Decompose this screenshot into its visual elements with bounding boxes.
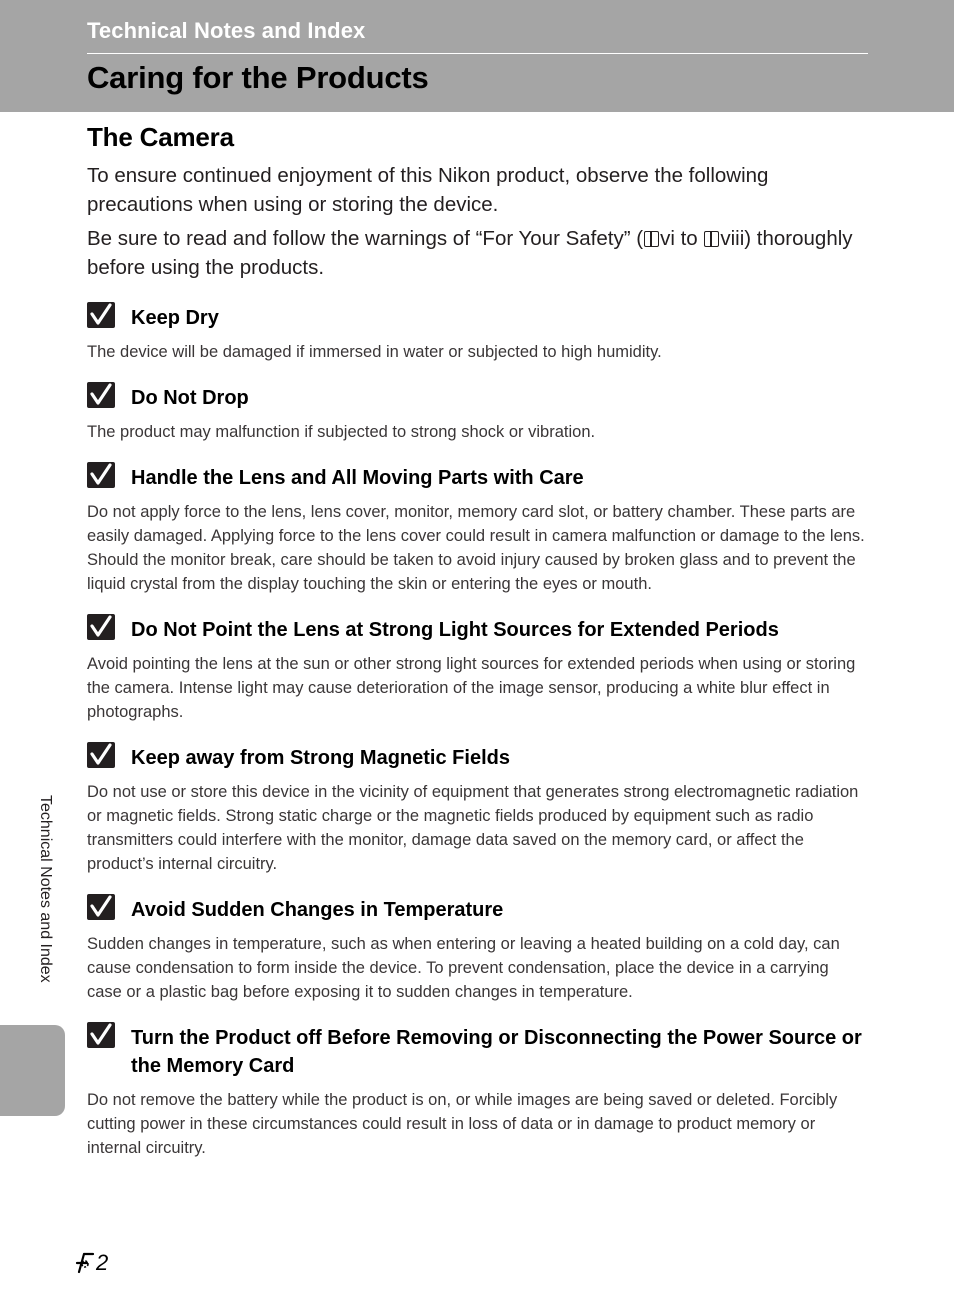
side-tab — [0, 1025, 65, 1116]
caution-header — [87, 1020, 868, 1080]
intro-paragraph: To ensure continued enjoyment of this Nikon product, observe the following precautions when using or storing the device. — [87, 164, 769, 216]
caution-header — [87, 892, 868, 924]
check-box-icon — [87, 742, 115, 768]
caution-section — [87, 380, 868, 444]
caution-header — [87, 380, 868, 412]
check-box-icon — [87, 614, 115, 640]
caution-title: Keep Dry — [131, 307, 219, 329]
caution-header — [87, 460, 868, 492]
check-box-icon — [87, 302, 115, 328]
caution-body: Do not remove the battery while the product is on, or while images are being saved or deleted. Forcibly cutting power in these circumstances could result in loss of data or in damage to product memory or internal circuitry. — [87, 1091, 838, 1157]
page-title: Caring for the Products — [87, 60, 429, 95]
check-box-icon — [87, 894, 115, 920]
check-box-icon — [87, 382, 115, 408]
intro-text-3: viii) thoroughly before using the products. — [87, 227, 853, 279]
intro-text-2: vi to — [660, 227, 704, 250]
side-section-label: Technical Notes and Index — [37, 795, 54, 983]
intro-text-1: Be sure to read and follow the warnings of “For Your Safety” ( — [87, 227, 644, 250]
page-header — [0, 0, 954, 112]
caution-header — [87, 740, 868, 772]
caution-section — [87, 1020, 868, 1160]
page-number — [74, 1250, 108, 1276]
technical-notes-symbol-icon — [74, 1250, 96, 1276]
caution-section — [87, 612, 868, 724]
caution-body: Do not use or store this device in the vicinity of equipment that generates strong electromagnetic radiation or magnetic fields. Strong static charge or the magnetic fields produced by equipment such as radio transmitters could interfere with the monitor, damage data saved on the memory card, or affect the product’s internal circuitry. — [87, 783, 859, 873]
main-content — [87, 122, 868, 1160]
check-box-icon — [87, 462, 115, 488]
caution-title: Handle the Lens and All Moving Parts with Care — [131, 467, 584, 489]
caution-header — [87, 300, 868, 332]
section-label: Technical Notes and Index — [87, 18, 366, 43]
caution-header — [87, 612, 868, 644]
book-reference-icon — [644, 231, 659, 247]
caution-body: The product may malfunction if subjected to strong shock or vibration. — [87, 423, 596, 441]
caution-section — [87, 460, 868, 596]
header-divider — [87, 53, 868, 54]
caution-body: Sudden changes in temperature, such as when entering or leaving a heated building on a cold day, can cause condensation to form inside the device. To prevent condensation, place the device in a carrying case or a plastic bag before exposing it to sudden changes in temperature. — [87, 935, 840, 1001]
check-box-icon — [87, 1022, 115, 1048]
caution-body: Do not apply force to the lens, lens cover, monitor, memory card slot, or battery chamber. These parts are easily damaged. Applying force to the lens cover could result in camera malfunction or damage to the lens. Should the monitor break, care should be taken to avoid injury caused by broken glass and to prevent the liquid crystal from the display touching the skin or entering the eyes or mouth. — [87, 503, 865, 593]
caution-section — [87, 892, 868, 1004]
caution-section — [87, 300, 868, 364]
caution-list — [87, 300, 868, 1160]
caution-body: Avoid pointing the lens at the sun or other strong light sources for extended periods when using or storing the camera. Intense light may cause deterioration of the image sensor, producing a white blur effect in photographs. — [87, 655, 856, 721]
caution-title: Turn the Product off Before Removing or Disconnecting the Power Source or the Memory Card — [131, 1027, 862, 1077]
page-number-value: 2 — [96, 1250, 109, 1275]
book-reference-icon — [704, 231, 719, 247]
caution-section — [87, 740, 868, 876]
caution-title: Do Not Drop — [131, 387, 249, 409]
caution-title: Do Not Point the Lens at Strong Light Sources for Extended Periods — [131, 619, 779, 641]
caution-body: The device will be damaged if immersed in water or subjected to high humidity. — [87, 343, 662, 361]
section-heading: The Camera — [87, 122, 234, 152]
safety-reference-paragraph — [87, 224, 868, 282]
caution-title: Keep away from Strong Magnetic Fields — [131, 747, 510, 769]
caution-title: Avoid Sudden Changes in Temperature — [131, 899, 504, 921]
